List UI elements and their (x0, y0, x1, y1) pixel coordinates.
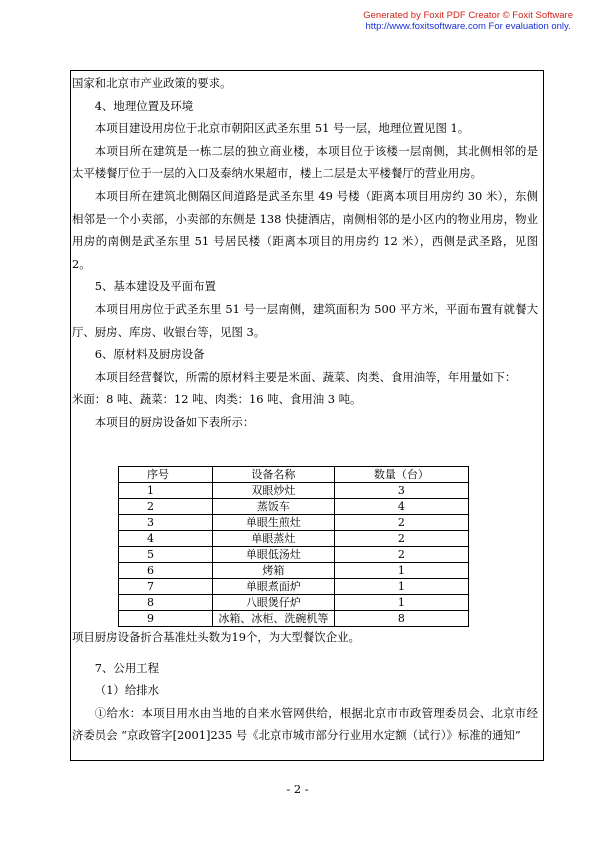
spacer (72, 649, 538, 657)
cell-index: 2 (119, 499, 213, 515)
watermark-line-2: http://www.foxitsoftware.com For evaluation only. (365, 21, 571, 32)
heading-utilities: 7、公用工程 (94, 660, 159, 675)
watermark-line-1: Generated by Foxit PDF Creator © Foxit Software (363, 10, 573, 21)
table-body (119, 483, 469, 627)
cell-quantity: 4 (334, 499, 468, 515)
table-row (119, 611, 469, 627)
cell-quantity: 1 (334, 563, 468, 579)
cell-quantity: 1 (334, 579, 468, 595)
paragraph-materials-3: 本项目的厨房设备如下表所示： (94, 414, 255, 429)
paragraph-construction: 本项目用房位于武圣东里 51 号一层南侧，建筑面积为 500 平方米，平面布置有就餐大厅、厨房、库房、收银台等，见图 3。 (72, 301, 538, 339)
foxit-watermark (363, 10, 573, 32)
cell-index: 3 (119, 515, 213, 531)
cell-equipment-name: 烤箱 (213, 563, 335, 579)
table-row (119, 499, 469, 515)
cell-quantity: 2 (334, 547, 468, 563)
table-row (119, 483, 469, 499)
cell-index: 6 (119, 563, 213, 579)
cell-equipment-name: 冰箱、冰柜、洗碗机等 (213, 611, 335, 627)
cell-equipment-name: 单眼生煎灶 (213, 515, 335, 531)
cell-quantity: 2 (334, 531, 468, 547)
paragraph-materials-1: 本项目经营餐饮，所需的原材料主要是米面、蔬菜、肉类、食用油等，年用量如下： (94, 369, 517, 384)
cell-index: 9 (119, 611, 213, 627)
cell-quantity: 2 (334, 515, 468, 531)
header-quantity: 数量（台） (334, 467, 468, 483)
cell-quantity: 3 (334, 483, 468, 499)
heading-materials: 6、原材料及厨房设备 (94, 347, 205, 362)
cell-equipment-name: 单眼煮面炉 (213, 579, 335, 595)
document-body-top (72, 72, 538, 434)
paragraph-location-1: 本项目建设用房位于北京市朝阳区武圣东里 51 号一层，地理位置见图 1。 (94, 121, 470, 136)
cell-index: 7 (119, 579, 213, 595)
cell-index: 1 (119, 483, 213, 499)
cell-equipment-name: 单眼低汤灶 (213, 547, 335, 563)
table-row (119, 515, 469, 531)
heading-location: 4、地理位置及环境 (94, 98, 194, 113)
equipment-table (118, 466, 469, 627)
header-index: 序号 (119, 467, 213, 483)
table-row (119, 579, 469, 595)
heading-water: （1）给排水 (94, 683, 159, 698)
cell-quantity: 8 (334, 611, 468, 627)
cell-equipment-name: 八眼煲仔炉 (213, 595, 335, 611)
paragraph-after-table: 项目厨房设备折合基准灶头数为19个，为大型餐饮企业。 (72, 630, 360, 644)
cell-index: 4 (119, 531, 213, 547)
cell-index: 5 (119, 547, 213, 563)
header-equipment-name: 设备名称 (213, 467, 335, 483)
table-row (119, 563, 469, 579)
paragraph-location-3: 本项目所在建筑北侧隔区间道路是武圣东里 49 号楼（距离本项目用房约 30 米），东侧相邻是一个小卖部，小卖部的东侧是 138 快捷酒店，南侧相邻的是小区内的物业用房，物业用房的南侧是武圣东里 51 号居民楼（距离本项目的用房约 12 米），西侧是武圣路，见图 2。 (72, 188, 538, 271)
cell-equipment-name: 蒸饭车 (213, 499, 335, 515)
table-row (119, 547, 469, 563)
heading-construction: 5、基本建设及平面布置 (94, 279, 216, 294)
paragraph-water: ①给水：本项目用水由当地的自来水管网供给，根据北京市市政管理委员会、北京市经济委员会 “京政管字[2001]235 号《北京市城市部分行业用水定额（试行）》标准的通知” (72, 705, 538, 743)
cell-equipment-name: 单眼蒸灶 (213, 531, 335, 547)
paragraph-policy: 国家和北京市产业政策的要求。 (72, 76, 232, 90)
page-number: - 2 - (286, 782, 309, 796)
cell-quantity: 1 (334, 595, 468, 611)
cell-equipment-name: 双眼炒灶 (213, 483, 335, 499)
document-body-bottom (72, 626, 538, 747)
paragraph-materials-2: 米面：8 吨、蔬菜：12 吨、肉类：16 吨、食用油 3 吨。 (72, 392, 362, 407)
table-row (119, 595, 469, 611)
cell-index: 8 (119, 595, 213, 611)
table-row (119, 531, 469, 547)
table-header-row (119, 467, 469, 483)
paragraph-location-2: 本项目所在建筑是一栋二层的独立商业楼，本项目位于该楼一层南侧，其北侧相邻的是太平楼餐厅位于一层的入口及泰纳水果超市，楼上二层是太平楼餐厅的营业用房。 (72, 143, 538, 181)
equipment-table-wrap (118, 466, 469, 627)
